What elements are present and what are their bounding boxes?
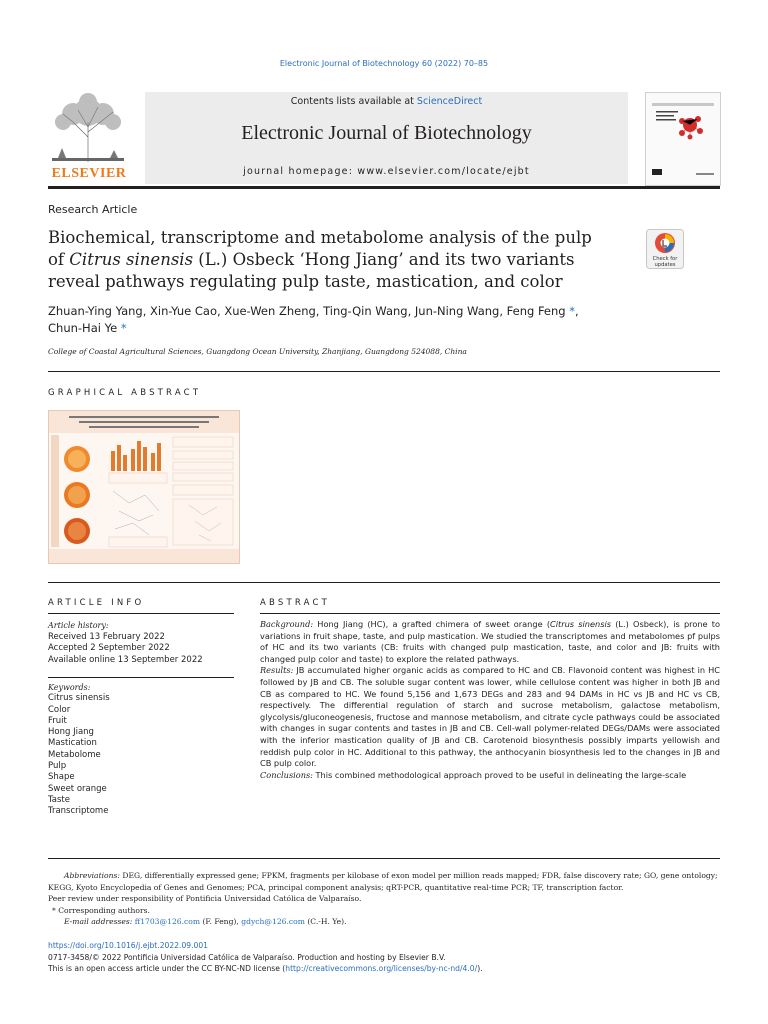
article-title: Biochemical, transcriptome and metabolome analysis of the pulp of Citrus sinensis (L.) Osbeck ‘Hong Jiang’ and its two variants reveal pathways regulating pulp taste, mastication, and color <box>48 228 592 291</box>
abstract-rule <box>260 613 720 614</box>
license-line: This is an open access article under the CC BY-NC-ND license (http://creativecommons.org/licenses/by-nc-nd/4.0/). <box>48 964 483 974</box>
history-label: Article history: <box>48 621 109 630</box>
corresponding-note: * Corresponding authors. <box>52 905 150 915</box>
keyword: Color <box>48 704 71 715</box>
license-link[interactable]: http://creativecommons.org/licenses/by-nc-nd/4.0/ <box>285 964 478 974</box>
keyword: Fruit <box>48 715 67 726</box>
journal-homepage[interactable]: journal homepage: www.elsevier.com/locate/ejbt <box>243 166 530 177</box>
accepted-date: Accepted 2 September 2022 <box>48 643 170 653</box>
keyword: Shape <box>48 772 75 783</box>
keyword: Transcriptome <box>48 806 109 817</box>
header-rule <box>48 186 720 189</box>
contents-line: Contents lists available at ScienceDirect <box>290 96 483 107</box>
check-for-updates-badge[interactable] <box>646 229 684 269</box>
corresponding-author-mark[interactable]: * <box>120 321 127 335</box>
article-info-heading: ARTICLE INFO <box>48 598 145 608</box>
section-rule <box>48 582 720 583</box>
elsevier-wordmark[interactable]: ELSEVIER <box>51 166 127 181</box>
graphical-abstract-heading: GRAPHICAL ABSTRACT <box>48 388 202 398</box>
email-note: E-mail addresses: ff1703@126.com (F. Feng), gdych@126.com (C.-H. Ye). <box>64 917 347 927</box>
journal-citation[interactable]: Electronic Journal of Biotechnology 60 (2022) 70–85 <box>279 59 489 68</box>
keyword: Hong Jiang <box>48 727 94 738</box>
abstract-results: Results: JB accumulated higher organic acids as compared to HC and CB. Flavonoid content was highest in HC followed by JB and CB. The soluble sugar content was lower, while cellulose content was higher in both JB and CB as compared to HC. We found 5,156 and 1,673 DEGs and 283 and 94 DAMs in HC vs JB and HC vs CB, respectively. The differential regulation of starch and sucrose metabolism, galactose metabolism, glycolysis/gluconeogenesis, fructose and mannose metabolism, and citrate cycle pathways could be associated with changes in sugar contents and tastes in JB and CB. Cell-wall polymer-related DEGs/DAMs were associated with the inferior mastication quality of JB and CB. Carotenoid biosynthesis possibly imparts yellowish and reddish pulp color in HC. Additional to this pathway, the anthocyanin biosynthesis led to the changes in JB and CB pulp color. <box>260 665 720 769</box>
journal-cover-thumbnail[interactable] <box>645 92 721 186</box>
sciencedirect-link[interactable]: ScienceDirect <box>416 96 483 107</box>
abstract-text <box>260 619 720 781</box>
footnotes <box>48 870 720 928</box>
keywords-label: Keywords: <box>48 683 91 692</box>
abstract-conclusions: Conclusions: This combined methodological approach proved to be useful in delineating the large-scale <box>260 769 687 780</box>
section-rule <box>48 371 720 372</box>
abstract-background: Background: Hong Jiang (HC), a grafted chimera of sweet orange (Citrus sinensis (L.) Osbeck), is prone to variations in fruit shape, taste, and pulp mastication. We studied the transcriptomes and metabolomes pf pulps of HC and its two variants (CB: fruits with changed pulp mastication, taste, and color and JB: fruits with changed pulp color and taste) to explore the related pathways. <box>260 619 720 664</box>
keyword: Taste <box>48 794 70 805</box>
peer-review-note: Peer review under responsibility of Pontificia Universidad Católica de Valparaíso. <box>48 894 362 904</box>
article-history <box>48 620 203 666</box>
author-list: Zhuan-Ying Yang, Xin-Yue Cao, Xue-Wen Zheng, Ting-Qin Wang, Jun-Ning Wang, Feng Feng *, Chun-Hai Ye * <box>48 304 579 335</box>
keyword: Mastication <box>48 738 97 749</box>
publication-info <box>48 940 720 975</box>
abstract-heading: ABSTRACT <box>260 598 331 608</box>
keyword: Citrus sinensis <box>48 693 110 704</box>
svg-text:Check for: Check for <box>652 256 678 262</box>
keyword: Metabolome <box>48 749 101 760</box>
article-info-rule <box>48 677 234 678</box>
email-link-feng[interactable]: ff1703@126.com <box>134 917 201 927</box>
email-link-ye[interactable]: gdych@126.com <box>241 917 305 927</box>
footnote-rule <box>48 858 720 859</box>
graphical-abstract-figure[interactable] <box>48 410 240 564</box>
issn-line: 0717-3458/© 2022 Pontificia Universidad Católica de Valparaíso. Production and hosting by Elsevier B.V. <box>48 952 446 962</box>
online-date: Available online 13 September 2022 <box>48 654 203 665</box>
article-info-rule <box>48 613 234 614</box>
article-type: Research Article <box>48 203 138 216</box>
keyword: Sweet orange <box>48 783 107 794</box>
keywords-list <box>48 682 110 818</box>
svg-text:updates: updates <box>654 262 676 268</box>
keyword: Pulp <box>48 761 67 772</box>
corresponding-author-mark[interactable]: * <box>569 304 575 318</box>
affiliation: College of Coastal Agricultural Sciences, Guangdong Ocean University, Zhanjiang, Guangdong 524088, China <box>48 347 467 356</box>
abbreviations-note: Abbreviations: DEG, differentially expressed gene; FPKM, fragments per kilobase of exon model per million reads mapped; FDR, false discovery rate; GO, gene ontology; KEGG, Kyoto Encyclopedia of Genes and Genomes; PCA, principal component analysis; qRT-PCR, quantitative real-time PCR; TF, transcription factor. <box>48 871 718 892</box>
doi-link[interactable]: https://doi.org/10.1016/j.ejbt.2022.09.001 <box>48 941 209 950</box>
journal-title: Electronic Journal of Biotechnology <box>241 122 532 144</box>
received-date: Received 13 February 2022 <box>48 631 165 642</box>
